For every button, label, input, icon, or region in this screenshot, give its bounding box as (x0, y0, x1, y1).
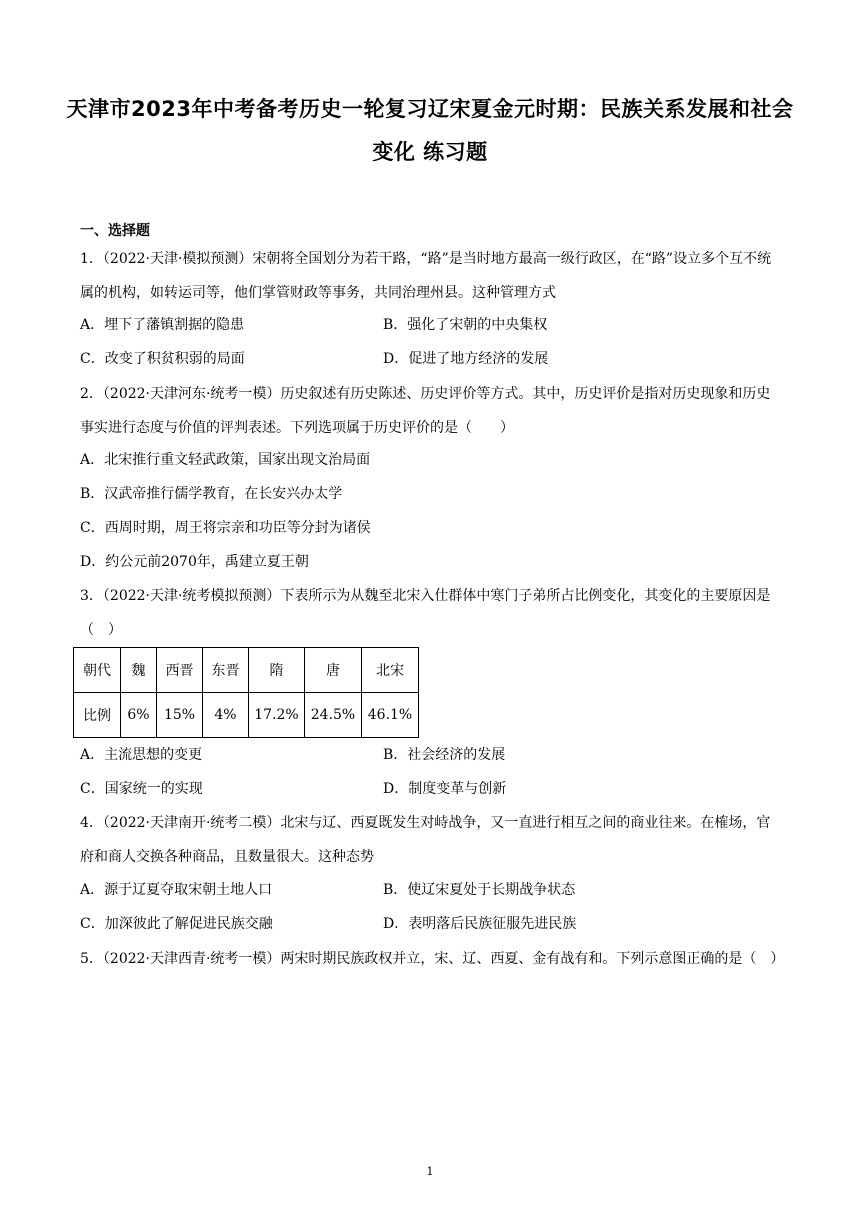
table-row (74, 693, 419, 738)
table-cell: 17.2% (249, 693, 305, 738)
question-4-option-c: C．加深彼此了解促进民族交融 (80, 916, 273, 932)
ratio-table (73, 647, 419, 738)
section-heading: 一、选择题 (80, 223, 150, 239)
table-cell: 46.1% (362, 693, 419, 738)
question-4-text: 4．（2022·天津南开·统考二模）北宋与辽、西夏既发生对峙战争，又一直进行相互之间的商业往来。在榷场，官府和商人交换各种商品，且数量很大。这种态势 (80, 815, 771, 865)
table-cell: 15% (157, 693, 203, 738)
page-number: 1 (426, 1165, 434, 1178)
table-cell: 24.5% (305, 693, 362, 738)
table-cell: 西晋 (157, 648, 203, 693)
table-cell: 6% (121, 693, 157, 738)
question-3-text: 3．（2022·天津·统考模拟预测）下表所示为从魏至北宋入仕群体中寒门子弟所占比例变化，其变化的主要原因是（ ） (80, 588, 771, 638)
document-title: 天津市2023年中考备考历史一轮复习辽宋夏金元时期：民族关系发展和社会变化 练习题 (66, 97, 794, 164)
question-1-option-a: A．埋下了藩镇割据的隐患 (80, 317, 245, 333)
table-cell: 朝代 (74, 648, 121, 693)
table-cell: 魏 (121, 648, 157, 693)
table-header-row (74, 648, 419, 693)
question-1-text: 1．（2022·天津·模拟预测）宋朝将全国划分为若干路，“路”是当时地方最高一级行政区，在“路”设立多个互不统属的机构，如转运司等，他们掌管财政等事务，共同治理州县。这种管理方式 (80, 251, 772, 301)
table-cell: 4% (203, 693, 249, 738)
question-5-text: 5．（2022·天津西青·统考一模）两宋时期民族政权并立，宋、辽、西夏、金有战有和。下列示意图正确的是（ ） (80, 951, 785, 967)
table-cell: 比例 (74, 693, 121, 738)
question-4-option-a: A．源于辽夏夺取宋朝土地人口 (80, 882, 273, 898)
question-1-option-d: D．促进了地方经济的发展 (383, 351, 549, 367)
question-3-option-c: C．国家统一的实现 (80, 781, 203, 797)
table-cell: 北宋 (362, 648, 419, 693)
question-1-option-b: B．强化了宋朝的中央集权 (383, 317, 548, 333)
question-2-option-a: A．北宋推行重文轻武政策，国家出现文治局面 (80, 452, 371, 468)
table-cell: 隋 (249, 648, 305, 693)
question-2-option-b: B．汉武帝推行儒学教育，在长安兴办太学 (80, 486, 343, 502)
question-3-option-b: B．社会经济的发展 (383, 747, 506, 763)
question-3-option-a: A．主流思想的变更 (80, 747, 203, 763)
question-4-option-b: B．使辽宋夏处于长期战争状态 (383, 882, 576, 898)
question-3-option-d: D．制度变革与创新 (383, 781, 507, 797)
question-4-option-d: D．表明落后民族征服先进民族 (383, 916, 577, 932)
table-cell: 唐 (305, 648, 362, 693)
table-cell: 东晋 (203, 648, 249, 693)
question-2-option-d: D．约公元前2070年，禹建立夏王朝 (80, 554, 309, 570)
question-1-option-c: C．改变了积贫积弱的局面 (80, 351, 245, 367)
question-2-text: 2．（2022·天津河东·统考一模）历史叙述有历史陈述、历史评价等方式。其中，历史评价是指对历史现象和历史事实进行态度与价值的评判表述。下列选项属于历史评价的是（ ） (80, 386, 771, 436)
question-2-option-c: C．西周时期，周王将宗亲和功臣等分封为诸侯 (80, 520, 371, 536)
